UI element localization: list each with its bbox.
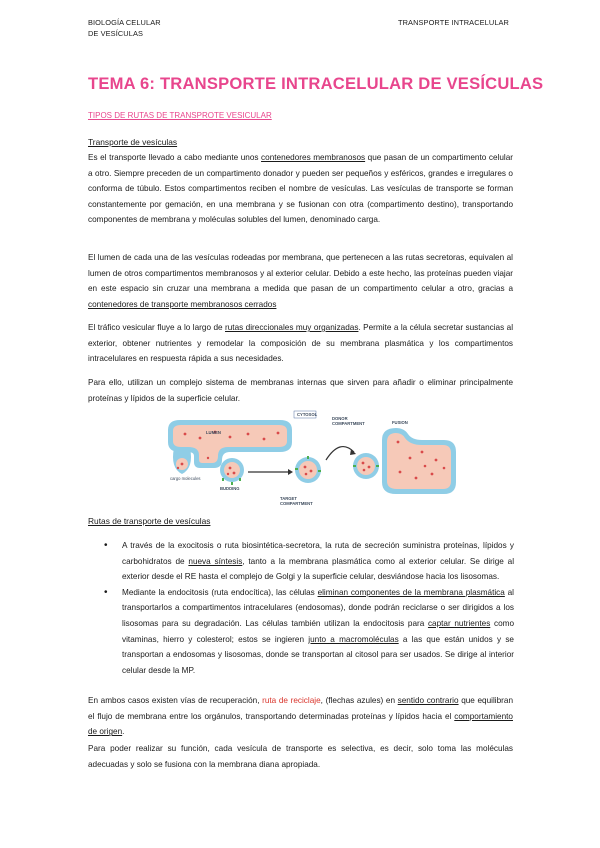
label-budding: BUDDING [220,486,240,491]
heading-transporte-vesiculas: Transporte de vesículas [88,137,178,147]
label-lumen: LUMEN [206,430,221,435]
docking-vesicle [353,453,379,479]
heading-rutas-transporte: Rutas de transporte de vesículas [88,516,211,526]
label-fusion: FUSION [392,420,408,425]
label-cargo: cargo molecules [170,476,201,481]
budding-vesicle-lumen [224,462,240,478]
label-donor-1: DONOR [332,416,348,421]
running-header-left [88,17,161,39]
target-compartment [382,428,456,494]
section-subtitle: TIPOS DE RUTAS DE TRANSPROTE VESICULAR [88,111,272,120]
bullet-list-rutas [104,538,514,678]
highlight-ruta-reciclaje: ruta de reciclaje [262,696,321,705]
header-left-line2: DE VESÍCULAS [88,29,144,38]
paragraph-trafico: El tráfico vesicular fluye a lo largo de rutas direccionales muy organizadas. Permite a la célula secretar sustancias al exterior, obtener nutrientes y remodelar la composición de su membrana plasmática y los compartimentos intracelulares en respuesta rápida a sus necesidades. [88,323,514,364]
paragraph-reciclaje: En ambos casos existen vías de recuperación, ruta de reciclaje, (flechas azules) en sentido contrario que equilibran el flujo de membrana entre los orgánulos, transportando determinadas proteínas y lípidos hacia el comportamiento de origen. [88,696,514,737]
bullet-endocitosis: • Mediante la endocitosis (ruta endocítica), las células eliminan componentes de la membrana plasmática al transportarlos a compartimentos intracelulares (endosomas), donde podrán reciclarse o ser dirigidos a los lisosomas para su degradación. Las células también utilizan la endocitosis para captar nutrientes como vitaminas, hierro y colesterol; estos se ingieren junto a macromoléculas a las que están unidos y se transportan a endosomas y lisosomas, donde se transportan al citosol para ser usados. Se dirige al interior celular desde la MP. [104,585,514,679]
running-header-right: TRANSPORTE INTRACELULAR [398,18,509,27]
header-left-line1: BIOLOGÍA CELULAR [88,18,161,27]
paragraph-definition: Es el transporte llevado a cabo mediante unos contenedores membranosos que pasan de un compartimento celular a otro. Siempre preceden de un compartimento donador y pueden ser pequeños y esféricos, grandes e irregulares o conforma de túbulo. Estos compartimentos reciben el nombre de vesículas. Las vesículas de transporte se forman constantemente por gemación, en una membrana y se fusionan con otra (compartimento destino), transportando componentes de membrana y moléculas solubles del lumen, denominado carga. [88,153,513,225]
label-donor-2: COMPARTMENT [332,421,365,426]
paragraph-lumen: El lumen de cada una de las vesículas rodeadas por membrana, que pertenecen a las rutas secretoras, equivalen al lumen de otros compartimentos membranosos y al exterior celular. Debido a este hecho, las proteínas pueden viajar en este espacio sin cruzar una membrana a medida que pasan de un compartimento celular a otro, gracias a contenedores de transporte membranosos cerrados [88,253,513,309]
label-cytosol: CYTOSOL [297,412,318,417]
label-target-2: COMPARTMENT [280,501,313,506]
arrow-free-to-fusion [326,447,354,460]
bullet-exocitosis: • A través de la exocitosis o ruta biosintética-secretora, la ruta de secreción suministra proteínas, lípidos y carbohidratos de nueva síntesis, tanto a la membrana plasmática como al exterior celular. Se dirige al exterior desde el RE hasta el complejo de Golgi y la superficie celular, desviándose hacia los lisosomas. [104,538,514,585]
paragraph-selectividad: Para poder realizar su función, cada vesícula de transporte es selectiva, es decir, solo toma las moléculas adecuadas y solo se fusiona con la membrana diana apropiada. [88,744,513,769]
vesicle-transport-diagram [160,408,460,513]
page-title: TEMA 6: TRANSPORTE INTRACELULAR DE VESÍCULAS [88,74,544,93]
label-target-1: TARGET [280,496,297,501]
paragraph-membranas: Para ello, utilizan un complejo sistema de membranas internas que sirven para añadir o eliminar principalmente proteínas y lípidos de la superficie celular. [88,378,513,403]
free-vesicle [295,456,321,483]
